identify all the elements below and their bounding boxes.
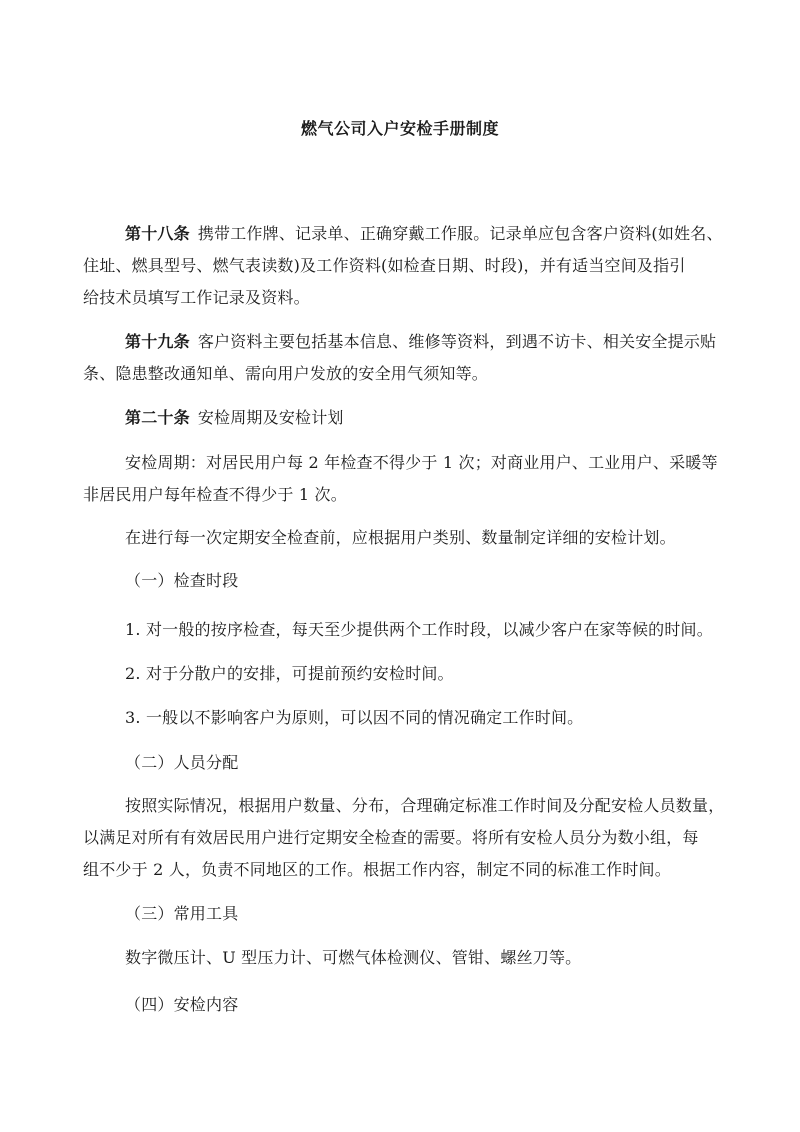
paragraph-inspection-cycle	[83, 447, 718, 511]
document-title: 燃气公司入户安检手册制度	[300, 119, 499, 138]
paragraph-article-20	[125, 402, 709, 434]
paragraph-line: 3. 一般以不影响客户为原则，可以因不同的情况确定工作时间。	[125, 708, 584, 727]
paragraph-line: （三）常用工具	[125, 904, 239, 923]
section-heading-4	[125, 989, 709, 1021]
line-text: 携带工作牌、记录单、正确穿戴工作服。记录单应包含客户资料(如姓名、	[197, 224, 723, 243]
paragraph-line: 以满足对所有有效居民用户进行定期安全检查的需要。将所有安检人员分为数小组，每	[83, 828, 699, 847]
paragraph-article-18	[83, 218, 723, 314]
paragraph-plan	[125, 522, 709, 554]
list-item-2	[125, 658, 709, 690]
paragraph-line: 1. 对一般的按序检查，每天至少提供两个工作时段，以减少客户在家等候的时间。	[125, 620, 713, 639]
list-item-3	[125, 702, 709, 734]
paragraph-line	[125, 218, 723, 250]
line-text: 客户资料主要包括基本信息、维修等资料，到遇不访卡、相关安全提示贴	[197, 332, 717, 351]
paragraph-line: 数字微压计、U 型压力计、可燃气体检测仪、管钳、螺丝刀等。	[125, 948, 582, 967]
paragraph-line	[125, 402, 709, 434]
paragraph-line: 2. 对于分散户的安排，可提前预约安检时间。	[125, 664, 454, 683]
paragraph-line: （四）安检内容	[125, 995, 239, 1014]
paragraph-staffing	[83, 790, 725, 886]
paragraph-line: 按照实际情况，根据用户数量、分布，合理确定标准工作时间及分配安检人员数量，	[125, 796, 725, 815]
paragraph-tools	[125, 942, 709, 974]
paragraph-line: （二）人员分配	[125, 753, 239, 772]
paragraph-line: 在进行每一次定期安全检查前，应根据用户类别、数量制定详细的安检计划。	[125, 528, 676, 547]
paragraph-line: （一）检查时段	[125, 571, 239, 590]
paragraph-line: 住址、燃具型号、燃气表读数)及工作资料(如检查日期、时段)，并有适当空间及指引	[83, 256, 686, 275]
paragraph-line: 组不少于 2 人，负责不同地区的工作。根据工作内容，制定不同的标准工作时间。	[83, 860, 671, 879]
article-number: 第十九条	[125, 332, 190, 351]
article-number: 第二十条	[125, 408, 190, 427]
list-item-1	[125, 614, 713, 646]
paragraph-line: 条、隐患整改通知单、需向用户发放的安全用气须知等。	[83, 364, 489, 383]
paragraph-line	[125, 326, 717, 358]
paragraph-line: 安检周期：对居民用户每 2 年检查不得少于 1 次；对商业用户、工业用户、采暖等	[125, 453, 718, 472]
section-heading-3	[125, 898, 709, 930]
section-heading-1	[125, 565, 709, 597]
section-heading-2	[125, 747, 709, 779]
line-text: 安检周期及安检计划	[197, 408, 344, 427]
article-number: 第十八条	[125, 224, 190, 243]
paragraph-line: 非居民用户每年检查不得少于 1 次。	[83, 485, 347, 504]
paragraph-article-19	[83, 326, 717, 390]
paragraph-line: 给技术员填写工作记录及资料。	[83, 288, 310, 307]
